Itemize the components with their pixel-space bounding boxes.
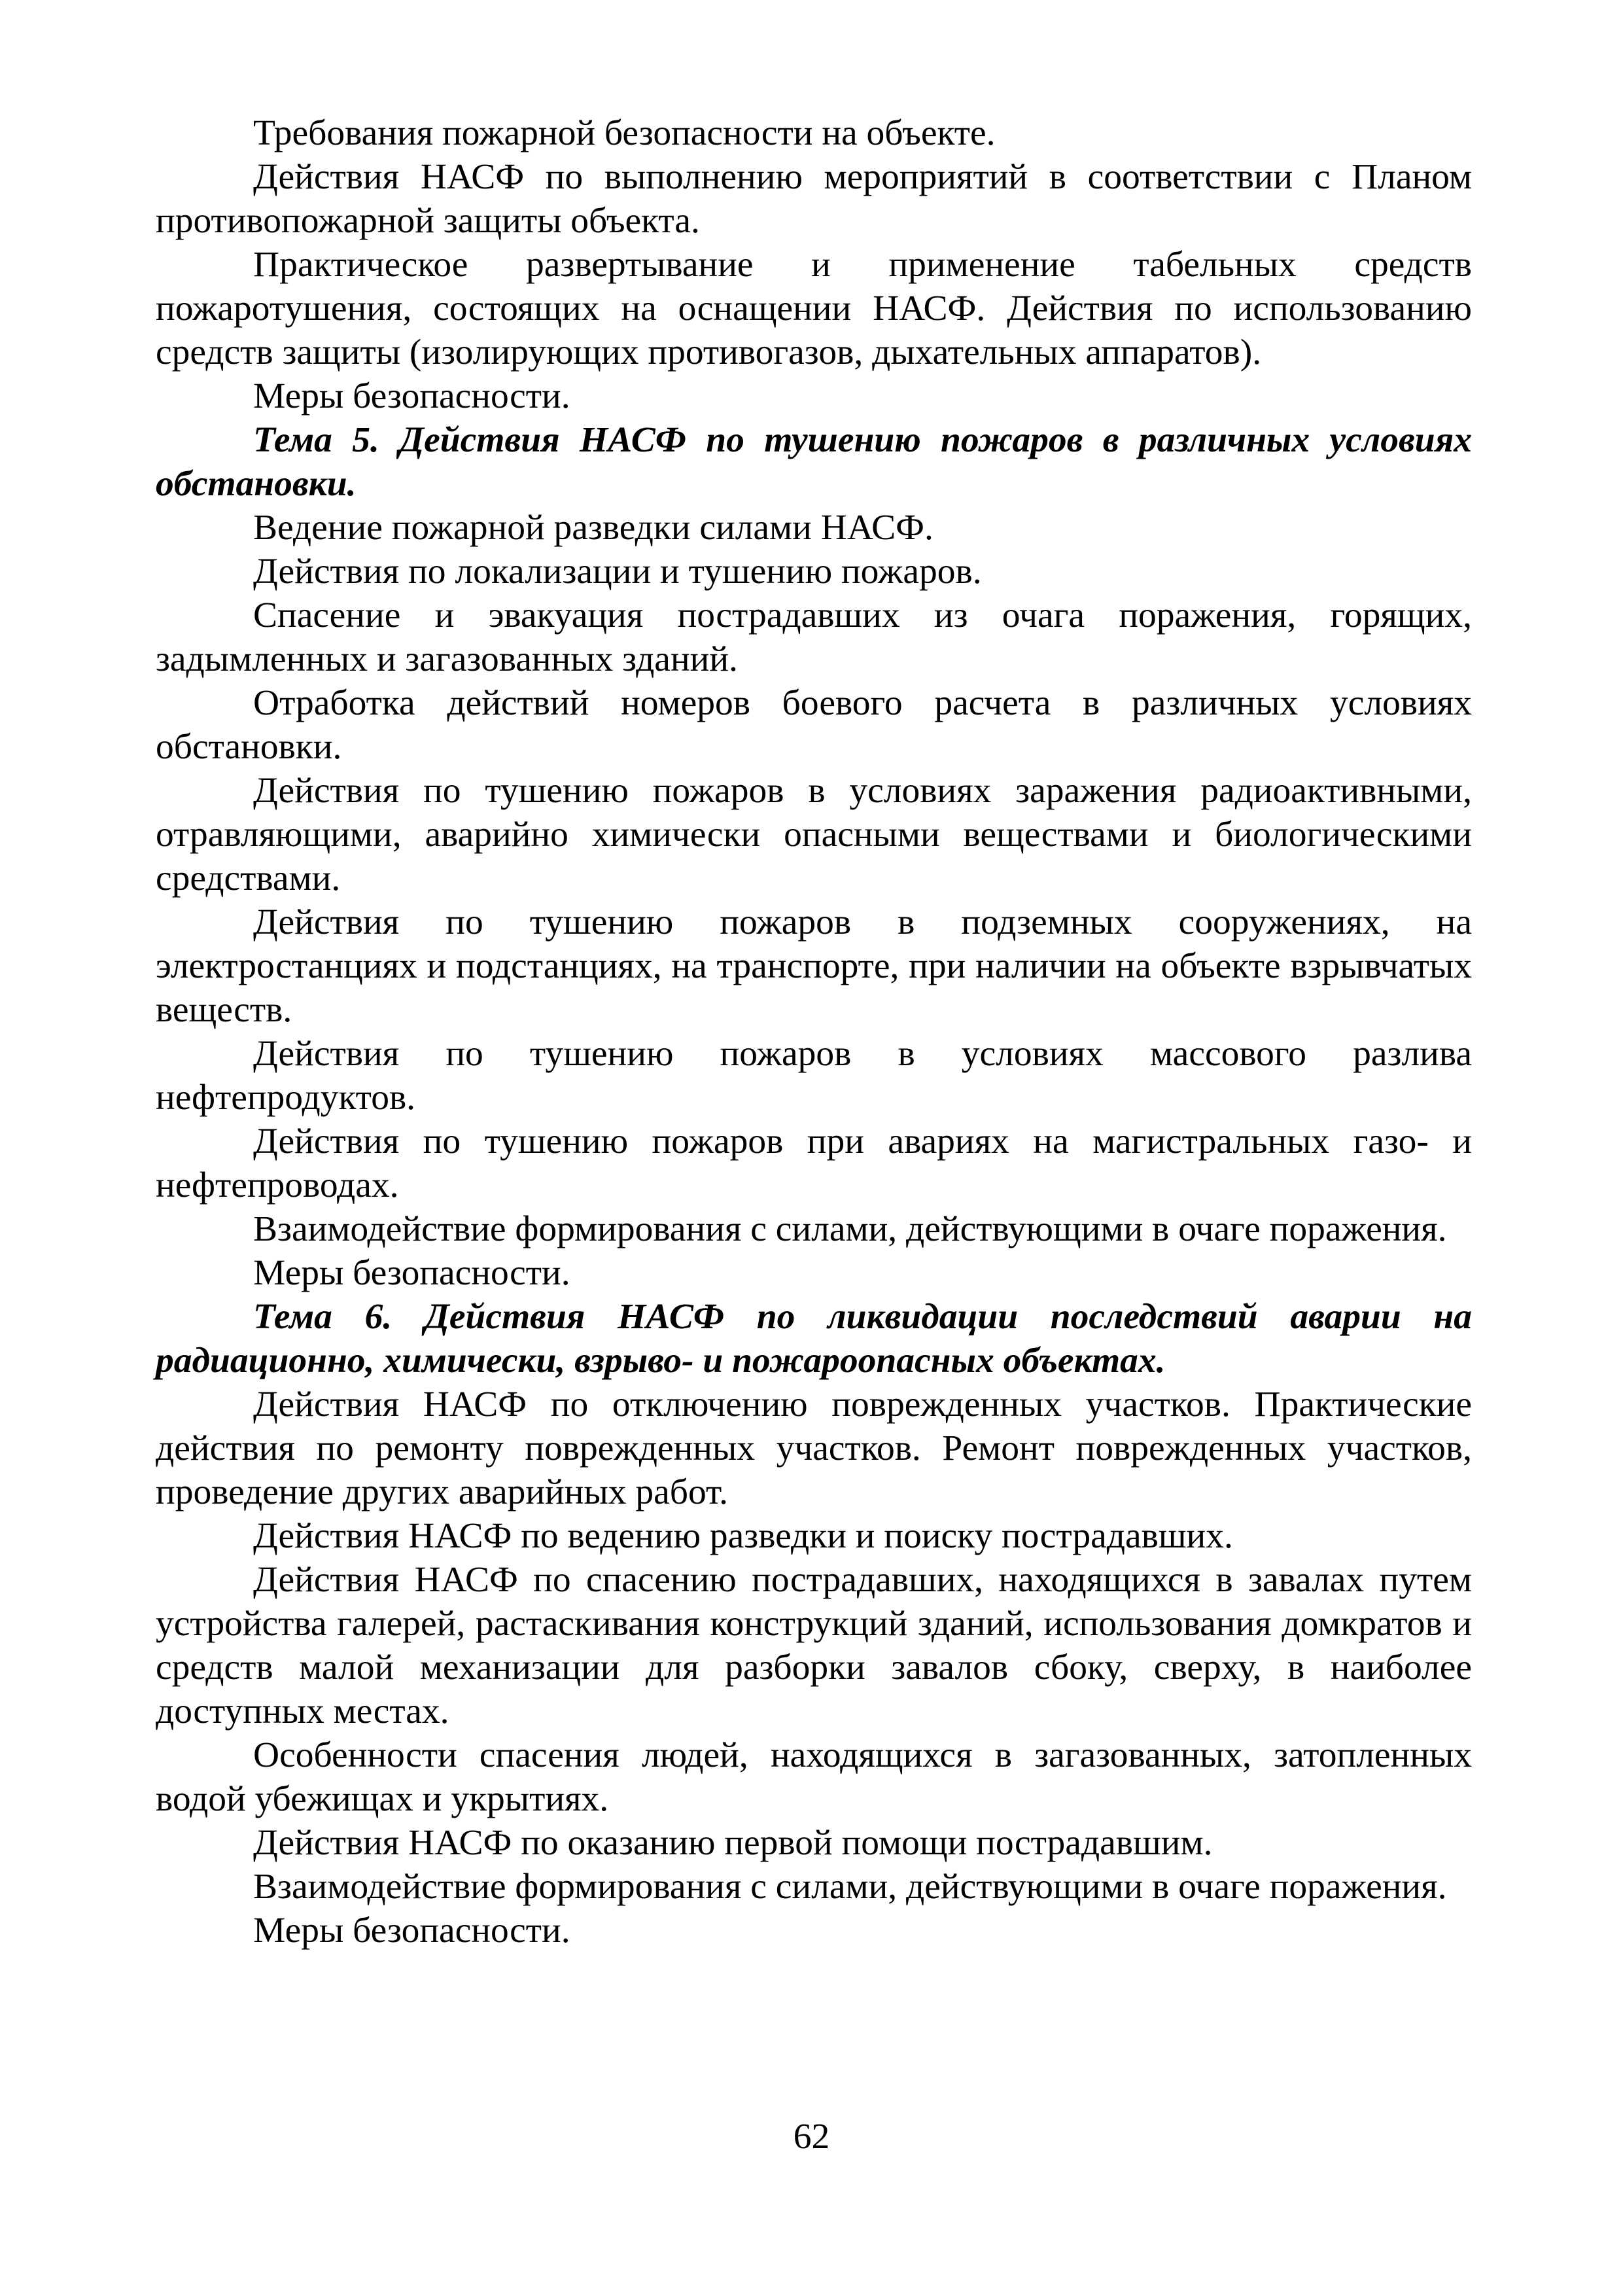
section-heading-topic-6: Тема 6. Действия НАСФ по ликвидации последствий аварии на радиационно, химически, взрыво- и пожароопасных объектах. bbox=[156, 1297, 1472, 1381]
paragraph: Взаимодействие формирования с силами, действующими в очаге поражения. bbox=[253, 1209, 1447, 1249]
paragraph: Отработка действий номеров боевого расчета в различных условиях обстановки. bbox=[156, 683, 1472, 767]
paragraph: Действия по тушению пожаров в условиях массового разлива нефтепродуктов. bbox=[156, 1034, 1472, 1118]
paragraph: Действия по тушению пожаров при авариях на магистральных газо- и нефтепроводах. bbox=[156, 1122, 1472, 1205]
paragraph: Действия НАСФ по отключению поврежденных участков. Практические действия по ремонту поврежденных участков. Ремонт поврежденных участков, проведение других аварийных работ. bbox=[156, 1385, 1472, 1512]
page-number: 62 bbox=[793, 2117, 830, 2157]
paragraph: Меры безопасности. bbox=[253, 1253, 570, 1293]
page-body bbox=[156, 111, 1472, 1952]
paragraph: Действия НАСФ по спасению пострадавших, находящихся в завалах путем устройства галерей, растаскивания конструкций зданий, использования домкратов и средств малой механизации для разборки завалов сбоку, сверху, в наиболее доступных местах. bbox=[156, 1560, 1472, 1731]
paragraph: Действия НАСФ по ведению разведки и поиску пострадавших. bbox=[253, 1516, 1233, 1556]
paragraph: Взаимодействие формирования с силами, действующими в очаге поражения. bbox=[253, 1867, 1447, 1907]
section-heading-topic-5: Тема 5. Действия НАСФ по тушению пожаров в различных условиях обстановки. bbox=[156, 420, 1472, 504]
paragraph: Практическое развертывание и применение табельных средств пожаротушения, состоящих на оснащении НАСФ. Действия по использованию средств защиты (изолирующих противогазов, дыхательных аппаратов). bbox=[156, 245, 1472, 372]
paragraph: Ведение пожарной разведки силами НАСФ. bbox=[253, 508, 934, 548]
paragraph: Действия по тушению пожаров в подземных сооружениях, на электростанциях и подстанциях, на транспорте, при наличии на объекте взрывчатых веществ. bbox=[156, 902, 1472, 1030]
paragraph: Действия НАСФ по выполнению мероприятий в соответствии с Планом противопожарной защиты объекта. bbox=[156, 157, 1472, 241]
paragraph: Требования пожарной безопасности на объекте. bbox=[253, 113, 996, 153]
paragraph: Меры безопасности. bbox=[253, 376, 570, 416]
paragraph: Спасение и эвакуация пострадавших из очага поражения, горящих, задымленных и загазованных зданий. bbox=[156, 595, 1472, 679]
paragraph: Особенности спасения людей, находящихся в загазованных, затопленных водой убежищах и укрытиях. bbox=[156, 1735, 1472, 1819]
paragraph: Действия по локализации и тушению пожаров. bbox=[253, 552, 982, 592]
paragraph: Меры безопасности. bbox=[253, 1911, 570, 1951]
paragraph: Действия НАСФ по оказанию первой помощи пострадавшим. bbox=[253, 1823, 1213, 1863]
paragraph: Действия по тушению пожаров в условиях заражения радиоактивными, отравляющими, аварийно химически опасными веществами и биологическими средствами. bbox=[156, 771, 1472, 898]
